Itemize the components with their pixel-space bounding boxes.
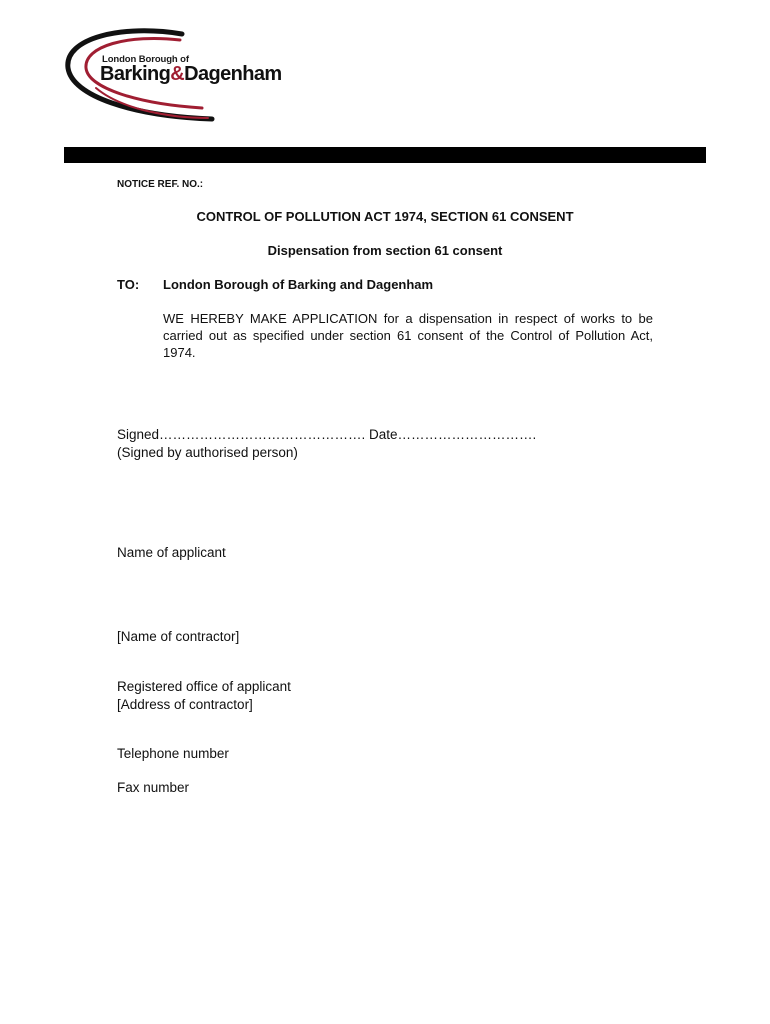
logo-line1: London Borough of [102, 54, 189, 65]
logo-amp: & [170, 63, 185, 85]
notice-ref-label: NOTICE REF. NO.: [117, 179, 204, 190]
applicant-name-label: Name of applicant [117, 545, 226, 560]
logo-wordmark [100, 63, 282, 86]
document-subtitle: Dispensation from section 61 consent [267, 243, 503, 258]
to-label: TO: [117, 277, 140, 292]
document-title: CONTROL OF POLLUTION ACT 1974, SECTION 61 CONSENT [196, 209, 574, 224]
application-paragraph: WE HEREBY MAKE APPLICATION for a dispensation in respect of works to be carried out as specified under section 61 consent of the Control of Pollution Act, 1974. [163, 311, 653, 360]
contractor-name-label: [Name of contractor] [117, 629, 240, 644]
to-recipient: London Borough of Barking and Dagenham [163, 277, 434, 292]
header-rule [64, 147, 706, 163]
contractor-address-label: [Address of contractor] [117, 697, 253, 712]
signature-note: (Signed by authorised person) [117, 445, 298, 460]
logo-part2: Dagenham [184, 63, 282, 85]
fax-label: Fax number [117, 780, 190, 795]
council-logo [62, 26, 322, 126]
logo-part1: Barking [100, 63, 171, 85]
signature-line: Signed………………………………………. Date…………………………. [117, 427, 537, 442]
registered-office-label: Registered office of applicant [117, 679, 291, 694]
telephone-label: Telephone number [117, 746, 229, 761]
